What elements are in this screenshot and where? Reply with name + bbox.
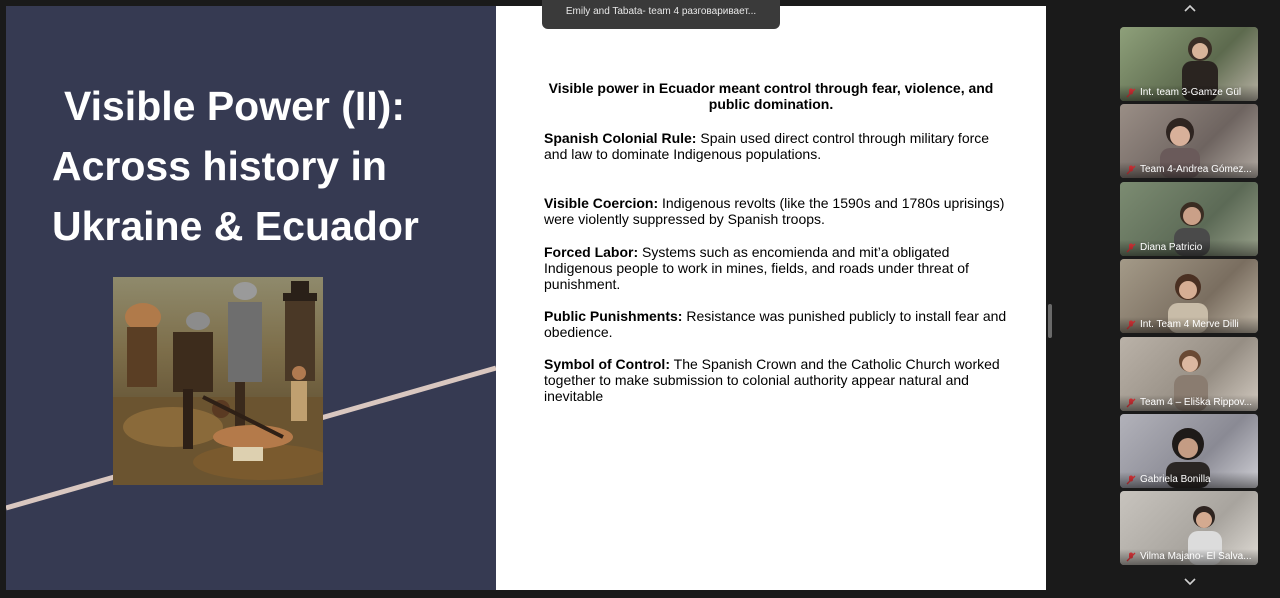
section-text: Indigenous revolts (like the 1590s and 1780s uprisings) were violently suppressed by Spanish troops.: [544, 195, 1005, 227]
section-term: Public Punishments:: [544, 308, 683, 324]
section-term: Forced Labor:: [544, 244, 639, 260]
section-text: Spain used direct control through military force and law to dominate Indigenous populations.: [544, 130, 990, 162]
participant-name: Team 4 – Eliška Rippov...: [1120, 395, 1258, 411]
slide-right-panel: [496, 6, 1046, 590]
section-term: Spanish Colonial Rule:: [544, 130, 697, 146]
slide-title: [52, 76, 492, 256]
participant-name: Gabriela Bonilla: [1120, 472, 1258, 488]
slide-title-line-2: Across history in: [52, 143, 387, 189]
participant-tile[interactable]: [1120, 337, 1258, 411]
participant-gallery: [1110, 0, 1270, 598]
slide-title-line-3: Ukraine & Ecuador: [52, 203, 419, 249]
split-divider-handle[interactable]: [1048, 304, 1052, 338]
section-text: The Spanish Crown and the Catholic Church worked together to make submission to colonial authority appear natural and inevitable: [544, 356, 1000, 404]
participant-tile[interactable]: [1120, 414, 1258, 488]
painting-image: [113, 277, 323, 485]
slide-heading: Visible power in Ecuador meant control through fear, violence, and public domination.: [548, 80, 994, 112]
participant-tile[interactable]: [1120, 182, 1258, 256]
section-forced-labor: [544, 244, 1009, 292]
participant-tile[interactable]: [1120, 104, 1258, 178]
section-text: Systems such as encomienda and mit’a obligated Indigenous people to work in mines, fields, and roads under threat of punishment.: [544, 244, 969, 292]
slide-left-panel: [6, 6, 496, 590]
participant-name: Vilma Majano- El Salva...: [1120, 549, 1258, 565]
active-speaker-banner: Emily and Tabata- team 4 разговаривает...: [542, 0, 780, 29]
section-visible-coercion: [544, 195, 1009, 227]
participant-name: Team 4-Andrea Gómez...: [1120, 162, 1258, 178]
section-public-punishments: [544, 308, 1009, 340]
chevron-up-icon[interactable]: [1180, 2, 1200, 22]
participant-tile[interactable]: [1120, 259, 1258, 333]
participant-name: Int. team 3-Gamze Gül: [1120, 85, 1258, 101]
participant-name: Int. Team 4 Merve Dilli: [1120, 317, 1258, 333]
section-term: Visible Coercion:: [544, 195, 659, 211]
slide-title-line-1: Visible Power (II):: [64, 83, 405, 129]
section-spanish-colonial-rule: [544, 130, 1009, 162]
participant-tile[interactable]: [1120, 491, 1258, 565]
section-term: Symbol of Control:: [544, 356, 670, 372]
participant-tile[interactable]: [1120, 27, 1258, 101]
participant-name: Diana Patricio: [1120, 240, 1258, 256]
section-symbol-of-control: [544, 356, 1009, 404]
chevron-down-icon[interactable]: [1180, 574, 1200, 594]
section-text: Resistance was punished publicly to install fear and obedience.: [544, 308, 1007, 340]
